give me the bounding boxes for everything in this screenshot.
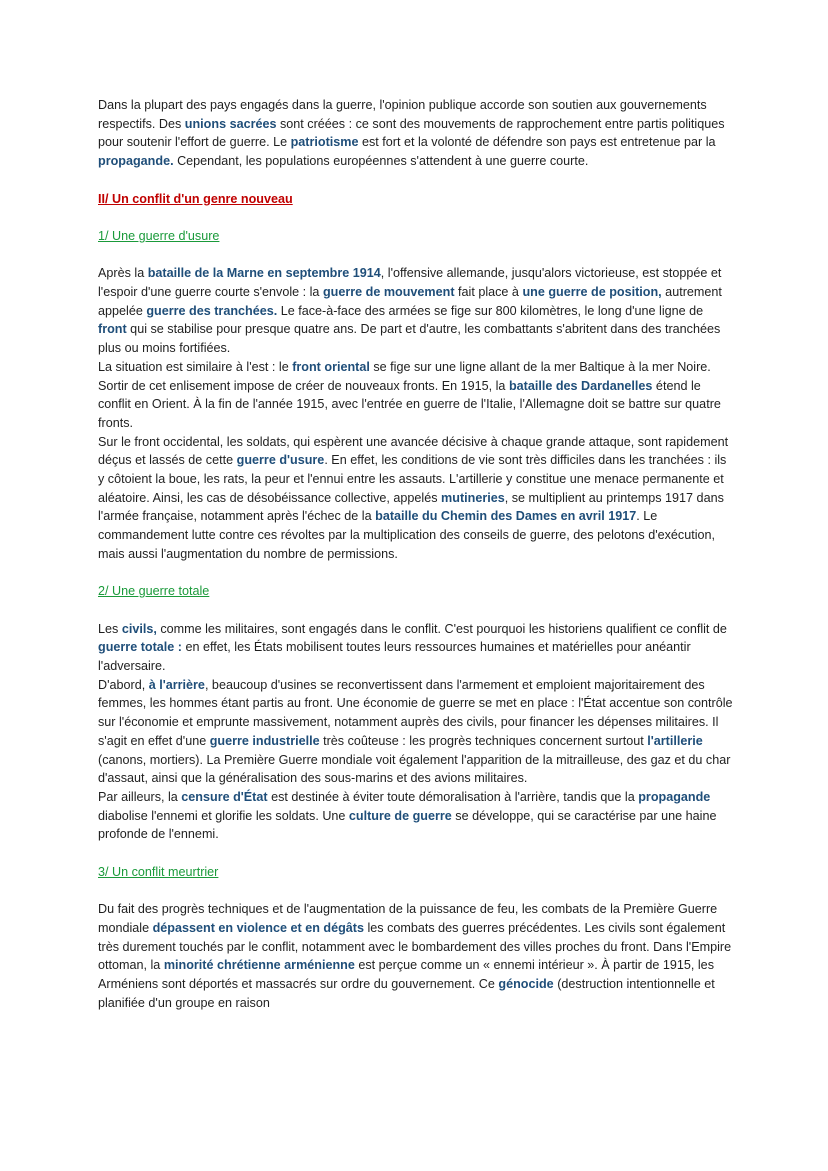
text-run: D'abord, [98,677,149,692]
keyword: bataille de la Marne en septembre 1914 [147,266,381,281]
text-run: La situation est similaire à l'est : le [98,359,293,374]
text-run: est perçue comme un « ennemi intérieur ». À partir de 1915, les Arméniens sont déportés et massacrés sur ordre du gouvernement. Ce [98,958,714,991]
keyword: l'artillerie [647,733,703,748]
text-run: se fige sur une ligne allant de la mer Baltique à la mer Noire. Sortir de cet enlisement impose de créer de nouveaux fronts. En 1915, la [98,359,711,393]
text-run: se développe, qui se caractérise par une haine profonde de l'ennemi. [98,808,717,842]
keyword: culture de guerre [348,808,452,823]
text-run: . Le commandement lutte contre ces révoltes par la multiplication des conseils de guerre, des pelotons d'exécution, mais aussi l'augmentation du nombre de permissions. [98,509,716,561]
subsection-title-1: 1/ Une guerre d'usure [98,228,220,243]
text-run: diabolise l'ennemi et glorifie les soldats. Une [98,808,349,823]
keyword: civils, [121,621,157,636]
text-run: , se multiplient au printemps 1917 dans l'armée française, notamment après l'échec de la [98,490,724,524]
keyword: front [98,322,127,337]
text-run: Par ailleurs, la [98,789,182,804]
text-run: est destinée à éviter toute démoralisation à l'arrière, tandis que la [267,789,639,804]
intro-paragraph [98,96,734,171]
text-run: , l'offensive allemande, jusqu'alors victorieuse, est stoppée et l'espoir d'une guerre courte s'envole : la [98,266,722,299]
keyword: minorité chrétienne arménienne [163,958,355,973]
text-run: en effet, les États mobilisent toutes leurs ressources humaines et matérielles pour anéantir l'adversaire. [98,640,691,674]
paragraph [98,900,734,1012]
text-run: Du fait des progrès techniques et de l'augmentation de la puissance de feu, les combats de la Première Guerre mondiale [98,902,718,935]
text-run: . En effet, les conditions de vie sont très difficiles dans les tranchées : ils y côtoient la boue, les rats, la peur et l'ennui entre les assauts. L'artillerie y constitue une menace permanente et aléatoire. Ainsi, les cas de désobéissance collective, appelés [98,453,727,505]
keyword: censure d'État [181,789,268,804]
paragraph [98,358,734,433]
keyword: propagande [638,789,711,804]
text-run: Cependant, les populations européennes s'attendent à une guerre courte. [173,154,589,169]
text-run: (canons, mortiers). La Première Guerre mondiale voit également l'apparition de la mitrailleuse, des gaz et du char d'assaut, ainsi que la généralisation des sous-marins et des avions militaires. [98,752,731,786]
paragraph [98,433,734,564]
keyword: guerre industrielle [209,733,320,748]
text-run: autrement appelée [98,284,722,318]
text-run: sont créées : ce sont des mouvements de rapprochement entre partis politiques pour soutenir l'effort de guerre. Le [98,116,725,150]
subsection-title-2: 2/ Une guerre totale [98,584,210,599]
paragraph [98,788,734,844]
text-run: les combats des guerres précédentes. Les civils sont également très durement touchés par le conflit, notamment avec le bombardement des villes proches du front. Dans l'Empire ottoman, la [98,920,732,973]
keyword: une guerre de position, [522,284,662,299]
subsection-body-1 [98,264,734,563]
text-run: comme les militaires, sont engagés dans le conflit. C'est pourquoi les historiens qualifient ce conflit de [156,621,727,636]
text-run: est fort et la volonté de défendre son pays est entretenue par la [358,135,716,150]
keyword: bataille des Dardanelles [508,378,653,393]
keyword: guerre de mouvement [322,284,455,299]
text-run: Après la [98,266,148,281]
keyword: guerre d'usure [236,453,325,468]
keyword: guerre totale : [98,640,182,655]
keyword: guerre des tranchées. [146,303,278,318]
subsection-body-2 [98,620,734,844]
keyword: à l'arrière [148,677,205,692]
text-run: , beaucoup d'usines se reconvertissent dans l'armement et emploient majoritairement des femmes, les hommes étant partis au front. Une économie de guerre se met en place : l'État accentue son contrôle sur l'économie et emprunte massivement, notamment auprès des civils, pour financer les dépenses militaires. Il s'agit en effet d'une [98,677,733,748]
keyword: mutineries [441,490,505,505]
keyword: unions sacrées [184,116,277,131]
text-run: (destruction intentionnelle et planifiée d'un groupe en raison [98,976,715,1010]
text-run: fait place à [454,284,523,299]
paragraph [98,264,734,358]
text-run: étend le conflit en Orient. À la fin de l'année 1915, avec l'entrée en guerre de l'Italie, l'Allemagne doit se battre sur quatre fronts. [98,378,721,430]
keyword: patriotisme [290,135,359,150]
text-run: Sur le front occidental, les soldats, qui espèrent une avancée décisive à chaque grande attaque, sont rapidement déçus et lassés de cette [98,434,729,468]
paragraph [98,676,734,788]
keyword: dépassent en violence et en dégâts [152,920,364,935]
subsection-title-3: 3/ Un conflit meurtrier [98,864,219,879]
keyword: génocide [498,976,554,991]
text-run: Dans la plupart des pays engagés dans la guerre, l'opinion publique accorde son soutien aux gouvernements respectifs. Des [98,98,707,131]
subsection-body-3 [98,900,734,1012]
keyword: bataille du Chemin des Dames en avril 1917 [375,509,637,524]
text-run: très coûteuse : les progrès techniques concernent surtout [319,733,648,748]
keyword: propagande. [98,154,174,169]
text-run: Le face-à-face des armées se fige sur 800 kilomètres, le long d'une ligne de [277,303,704,318]
paragraph [98,620,734,676]
document-body [98,96,734,1031]
text-run: qui se stabilise pour presque quatre ans. De part et d'autre, les combattants s'abritent dans des tranchées plus ou moins fortifiées. [98,322,721,356]
section-title: II/ Un conflit d'un genre nouveau [98,191,293,206]
keyword: front oriental [292,359,370,374]
text-run: Les [98,621,122,636]
